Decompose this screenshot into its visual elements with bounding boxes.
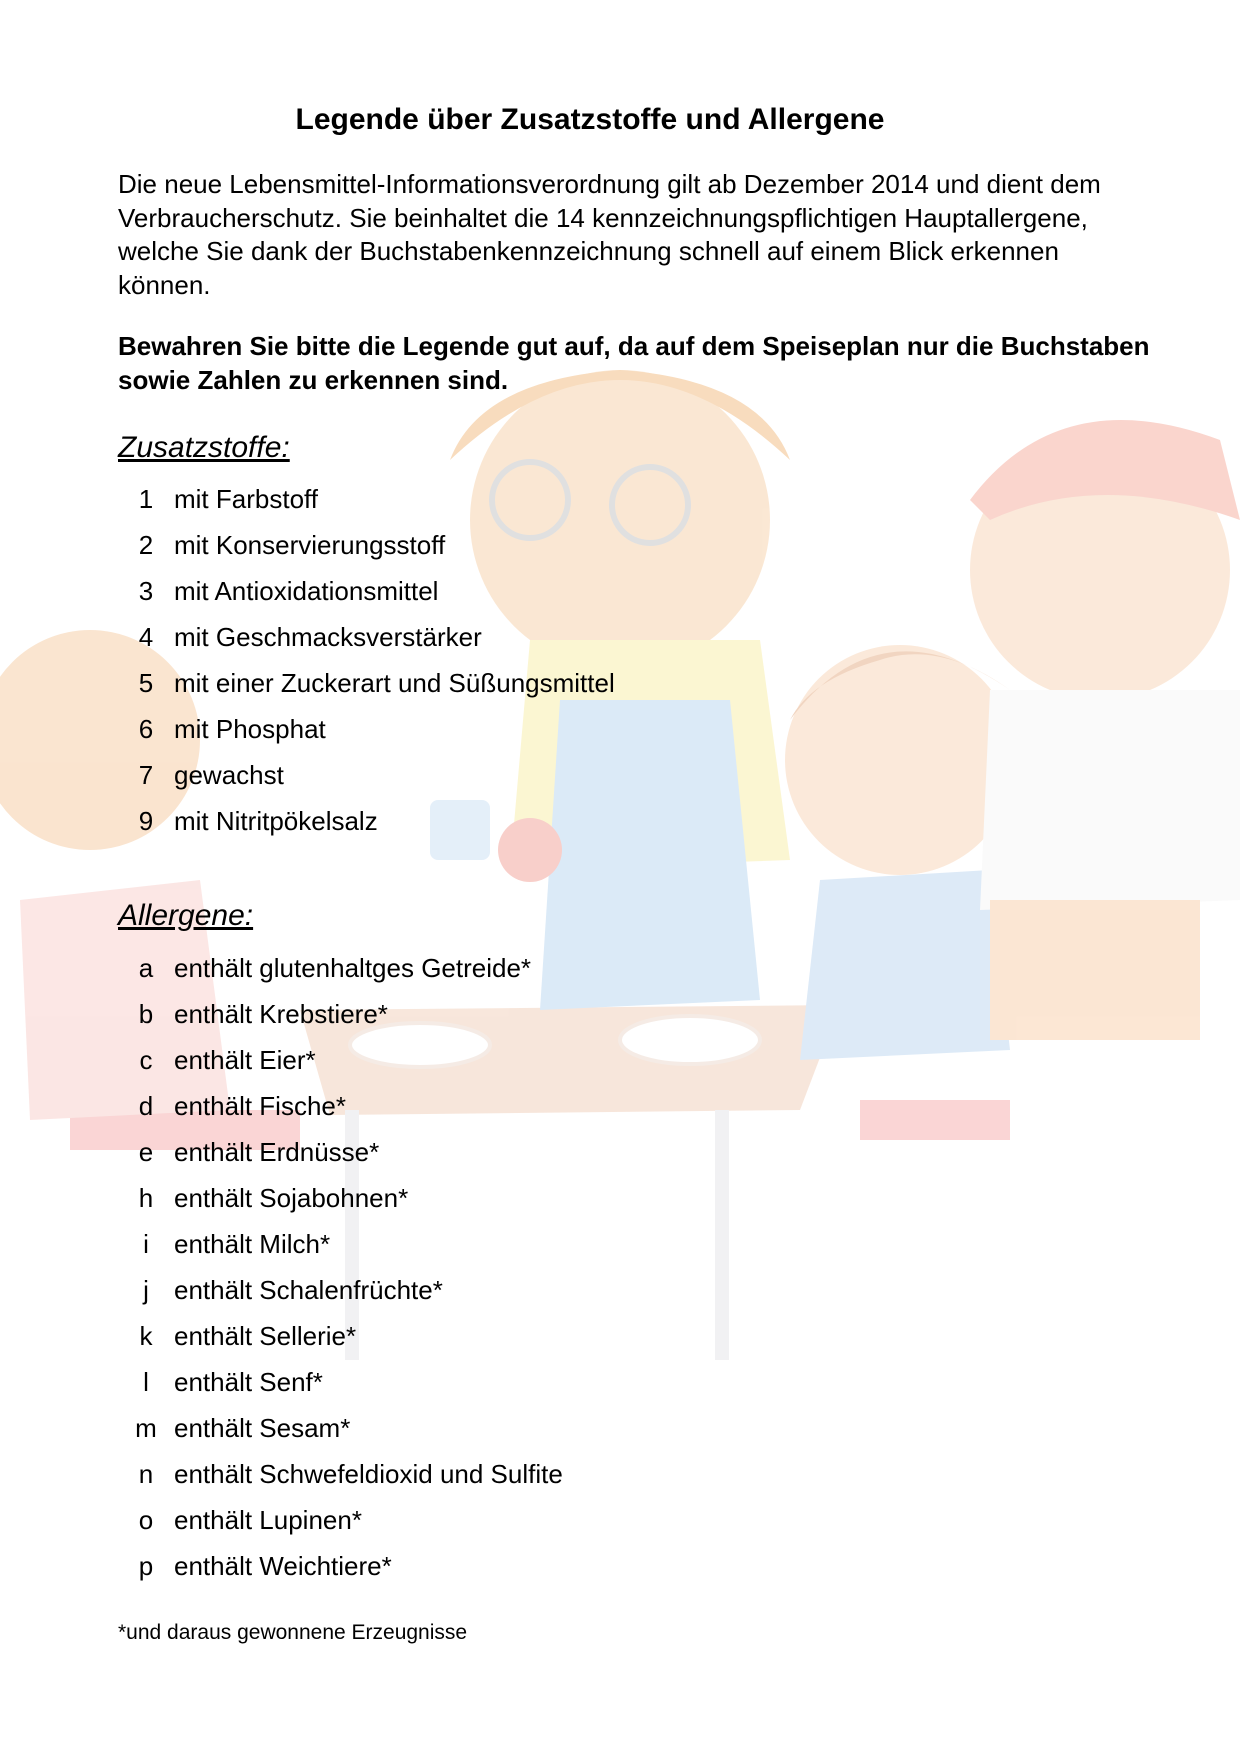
list-item [118, 476, 615, 522]
item-code: b [138, 998, 154, 1029]
list-item [118, 568, 615, 614]
allergene-heading: Allergene: [118, 899, 254, 932]
item-text: enthält Schwefeldioxid und Sulfite [174, 1458, 563, 1489]
list-item [118, 614, 615, 660]
item-code: 1 [138, 483, 154, 514]
item-code: n [138, 1458, 154, 1489]
item-code: p [138, 1550, 154, 1581]
item-text: enthält Sesam* [174, 1412, 351, 1443]
item-text: mit Geschmacksverstärker [174, 621, 482, 652]
item-text: enthält Krebstiere* [174, 998, 388, 1029]
list-item [118, 1083, 563, 1129]
page-title: Legende über Zusatzstoffe und Allergene [295, 103, 885, 136]
list-item [118, 522, 615, 568]
item-code: k [139, 1320, 153, 1351]
item-code: a [138, 952, 154, 983]
list-item [118, 752, 615, 798]
item-text: mit Farbstoff [174, 483, 319, 514]
list-item [118, 991, 563, 1037]
list-item [118, 1175, 563, 1221]
item-code: 6 [138, 713, 154, 744]
item-text: enthält Milch* [174, 1228, 331, 1259]
list-item [118, 660, 615, 706]
item-text: enthält glutenhaltges Getreide* [174, 952, 532, 983]
list-item [118, 1313, 563, 1359]
zusatzstoffe-list [118, 476, 615, 844]
list-item [118, 1267, 563, 1313]
list-item [118, 1405, 563, 1451]
list-item [118, 1221, 563, 1267]
list-item [118, 1037, 563, 1083]
item-code: d [138, 1090, 154, 1121]
item-code: 4 [138, 621, 154, 652]
item-text: mit Nitritpökelsalz [174, 805, 378, 836]
item-code: h [138, 1182, 154, 1213]
list-item [118, 1451, 563, 1497]
item-text: gewachst [174, 759, 284, 790]
item-code: 2 [138, 529, 154, 560]
item-text: mit Antioxidationsmittel [174, 575, 439, 606]
zusatzstoffe-heading: Zusatzstoffe: [118, 431, 290, 464]
item-code: e [138, 1136, 154, 1167]
item-code: 9 [138, 805, 154, 836]
item-text: enthält Erdnüsse* [174, 1136, 380, 1167]
item-code: l [143, 1366, 149, 1397]
item-text: enthält Sojabohnen* [174, 1182, 409, 1213]
item-text: enthält Eier* [174, 1044, 316, 1075]
list-item [118, 1497, 563, 1543]
item-text: enthält Fische* [174, 1090, 346, 1121]
item-code: 7 [138, 759, 154, 790]
item-code: i [143, 1228, 149, 1259]
item-code: o [138, 1504, 154, 1535]
item-text: enthält Sellerie* [174, 1320, 357, 1351]
footnote: *und daraus gewonnene Erzeugnisse [118, 1621, 468, 1644]
item-text: enthält Schalenfrüchte* [174, 1274, 443, 1305]
intro-paragraph: Die neue Lebensmittel-Informationsverordnung gilt ab Dezember 2014 und dient dem Verbraucherschutz. Sie beinhaltet die 14 kennzeichnungspflichtigen Hauptallergene, welche Sie dank der Buchstabenkennzeichnung schnell auf einem Blick erkennen können. [118, 169, 1101, 300]
list-item [118, 798, 615, 844]
item-code: j [143, 1274, 149, 1305]
list-item [118, 1543, 563, 1589]
notice-paragraph: Bewahren Sie bitte die Legende gut auf, da auf dem Speiseplan nur die Buchstaben sowie Zahlen zu erkennen sind. [118, 331, 1150, 395]
list-item [118, 945, 563, 991]
list-item [118, 706, 615, 752]
list-item [118, 1359, 563, 1405]
item-code: 3 [138, 575, 154, 606]
item-text: enthält Senf* [174, 1366, 323, 1397]
item-code: 5 [138, 667, 154, 698]
item-text: mit Konservierungsstoff [174, 529, 446, 560]
item-code: m [135, 1412, 157, 1443]
allergene-list [118, 945, 563, 1589]
list-item [118, 1129, 563, 1175]
item-text: mit Phosphat [174, 713, 326, 744]
item-text: enthält Lupinen* [174, 1504, 362, 1535]
item-code: c [139, 1044, 153, 1075]
item-text: enthält Weichtiere* [174, 1550, 392, 1581]
item-text: mit einer Zuckerart und Süßungsmittel [174, 667, 615, 698]
